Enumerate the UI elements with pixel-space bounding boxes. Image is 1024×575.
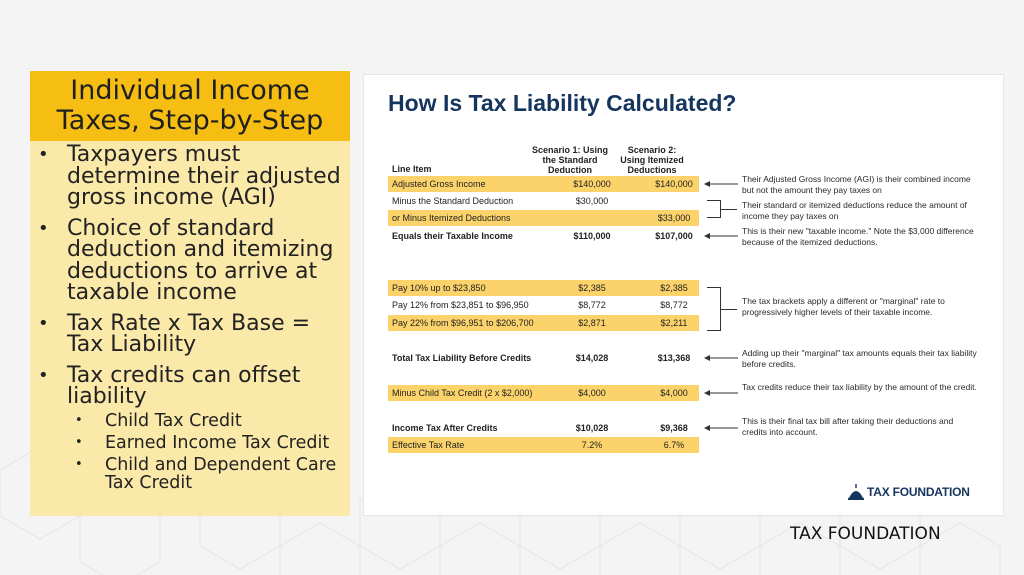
bullet-dot-icon: • (38, 217, 49, 239)
row-value-scenario-1: $2,385 (578, 283, 606, 293)
row-value-scenario-2: 6.7% (663, 440, 685, 450)
arrow-left-icon (704, 424, 738, 432)
bullet-text: Choice of standard deduction and itemizing deductions to arrive at taxable income (67, 215, 334, 305)
annotation-note: This is their new "taxable income." Note the $3,000 difference because of the itemized deductions. (742, 226, 974, 247)
table-row (388, 297, 699, 313)
tax-foundation-logo (847, 484, 970, 500)
left-panel (30, 71, 350, 516)
row-value-scenario-1: $110,000 (573, 231, 611, 241)
sub-bullet-text: Child Tax Credit (105, 410, 242, 431)
bullet-dot-icon: • (38, 364, 49, 386)
row-value-scenario-1: $30,000 (575, 196, 609, 206)
bullet-dot-icon: • (38, 144, 49, 165)
row-value-scenario-2: $2,211 (660, 318, 688, 328)
annotation-note: This is their final tax bill after taking their deductions and credits into account. (742, 416, 954, 437)
sub-bullet-item (67, 434, 350, 452)
row-value-scenario-1: $8,772 (578, 300, 606, 310)
column-header-scenario-1: Scenario 1: Using the Standard Deduction (531, 145, 609, 175)
sub-bullet-item (67, 456, 350, 492)
row-label: Minus the Standard Deduction (392, 196, 514, 206)
row-value-scenario-1: 7.2% (581, 440, 603, 450)
sub-bullet-list (67, 412, 350, 492)
arrow-left-icon (704, 354, 738, 362)
annotation-note: The tax brackets apply a different or "marginal" rate to progressively higher levels of their taxable income. (742, 296, 945, 317)
row-label: Pay 10% up to $23,850 (392, 283, 486, 293)
row-value-scenario-1: $4,000 (578, 388, 606, 398)
row-value-scenario-2: $2,385 (660, 283, 688, 293)
panel-title: Individual Income Taxes, Step-by-Step (30, 71, 350, 141)
row-value-scenario-1: $10,028 (575, 423, 609, 433)
table-row (388, 420, 699, 436)
bullet-text: Tax Rate x Tax Base = Tax Liability (67, 310, 311, 357)
row-label: Pay 12% from $23,851 to $96,950 (392, 300, 529, 310)
table-row (388, 228, 699, 244)
sub-bullet-text: Child and Dependent Care Tax Credit (105, 454, 337, 493)
table-row (388, 280, 699, 296)
bullet-list (30, 141, 350, 492)
row-label: Equals their Taxable Income (392, 231, 513, 241)
column-header-line-item: Line Item (392, 164, 432, 174)
table-row (388, 437, 699, 453)
table-row (388, 385, 699, 401)
sub-bullet-text: Earned Income Tax Credit (105, 432, 330, 453)
logo-text: TAX FOUNDATION (867, 485, 970, 499)
arrow-left-icon (704, 180, 738, 188)
annotation-note: Adding up their "marginal" tax amounts equals their tax liability before credits. (742, 348, 977, 369)
table-row (388, 350, 699, 366)
sub-bullet-item (67, 412, 350, 430)
row-label: Income Tax After Credits (392, 423, 498, 433)
bullet-dot-icon: • (75, 412, 83, 428)
annotation-note: Tax credits reduce their tax liability by the amount of the credit. (742, 382, 977, 392)
infographic-title: How Is Tax Liability Calculated? (388, 90, 737, 116)
row-value-scenario-2: $33,000 (657, 213, 691, 223)
row-value-scenario-2: $4,000 (660, 388, 688, 398)
row-value-scenario-2: $107,000 (655, 231, 693, 241)
annotation-note: Their standard or itemized deductions reduce the amount of income they pay taxes on (742, 200, 967, 221)
row-value-scenario-1: $140,000 (573, 179, 611, 189)
row-value-scenario-2: $13,368 (657, 353, 691, 363)
row-label: Adjusted Gross Income (392, 179, 486, 189)
bullet-text: Tax credits can offset liability (67, 362, 301, 409)
bracket-tick (721, 309, 737, 310)
infographic-card (363, 74, 1004, 516)
arrow-left-icon (704, 232, 738, 240)
row-label: Minus Child Tax Credit (2 x $2,000) (392, 388, 533, 398)
bullet-dot-icon: • (75, 456, 83, 472)
row-value-scenario-2: $9,368 (660, 423, 688, 433)
table-row (388, 193, 699, 209)
row-value-scenario-1: $14,028 (575, 353, 609, 363)
table-row (388, 315, 699, 331)
arrow-left-icon (704, 389, 738, 397)
row-label: Effective Tax Rate (392, 440, 465, 450)
row-label: Total Tax Liability Before Credits (392, 353, 532, 363)
bracket-tick (721, 209, 737, 210)
row-label: or Minus Itemized Deductions (392, 213, 511, 223)
capitol-dome-icon (847, 484, 865, 500)
row-label: Pay 22% from $96,951 to $206,700 (392, 318, 534, 328)
table-row (388, 176, 699, 192)
table-row (388, 210, 699, 226)
bullet-item (38, 362, 350, 493)
bullet-dot-icon: • (38, 312, 49, 334)
column-header-scenario-2: Scenario 2: Using Itemized Deductions (620, 145, 684, 175)
bullet-dot-icon: • (75, 434, 83, 450)
bullet-text: Taxpayers must determine their adjusted gross income (AGI) (67, 142, 341, 210)
bracket-icon (707, 287, 721, 331)
row-value-scenario-2: $140,000 (655, 179, 693, 189)
bullet-item (38, 310, 350, 357)
row-value-scenario-1: $2,871 (578, 318, 606, 328)
footer-brand: TAX FOUNDATION (790, 524, 941, 544)
bullet-item (38, 144, 350, 209)
row-value-scenario-2: $8,772 (660, 300, 688, 310)
bullet-item (38, 215, 350, 305)
bracket-icon (707, 200, 721, 218)
annotation-note: Their Adjusted Gross Income (AGI) is their combined income but not the amount they pay taxes on (742, 174, 971, 195)
